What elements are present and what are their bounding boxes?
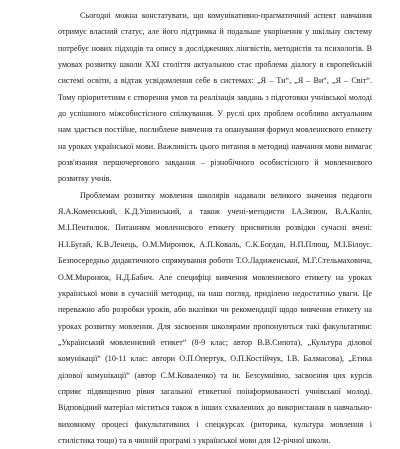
paragraph-intro: Сьогодні можна констатувати, що комунікативно-прагматичний аспект навчання отримує власний статус, але його підтримка й подальше укорінення у шкільну систему потребує нових підходів та опису в дослідженнях лінгвістів, методистів та психологів. В умовах розвитку школи XXI століття актуальною стає проблема діалогу в європейській системі освіти, а відтак усвідомлення себе в системах: „Я – Ти“, „Я – Ви“, „Я – Світ“. Тому пріоритетним є створення умов та реалізація завдань з підготовки учнівської молоді до успішного міжсобистісного спілкування. У руслі цих проблем особливо актуальним нам здається постійне, поглиблене вивчення та опанування формул мовленнєвого етикету на уроках української мови. Важливість цього питання в методиці навчання мови вимагає розв'язання першочергового завдання – різнобічного особистісного й мовленнєвого розвитку учнів. — [58, 11, 372, 184]
paragraph-research: Проблемам розвитку мовлення школярів надавали великого значення педагоги Я.А.Коменський, К.Д.Ушинський, а також учені-методисти І.А.Зязюн, В.А.Калін, М.І.Пентилюк. Питанням мовленнєвого етикету присвятили розвідки сучасні вчені: Н.І.Бугай, К.В.Ленець, О.М.Миронюк, А.П.Коваль, С.К.Богдан, Н.П.Плющ, М.І.Білоус. Безпосередньо дидактичного спрямування роботи Т.О.Ладиженської, М.Г.Стельмаховича, О.М.Миронюк, Н.Д.Бабич. Але специфіці вивчення мовленнєвого етикету на уроках української мови в сучасній методиці, на наш погляд, приділено недостатньо уваги. Це переважно або розробки уроків, або вказівки чи рекомендації щодо вивчення етикету на уроках розвитку мовлення. Для засвоєння школярами пропонуються такі факультативи: „Український мовленнєвий етикет“ (8-9 клас; автор В.В.Сипота), „Культура ділової комунікації“ (10-11 клас: автори О.П.Опертук, О.П.Костійчук, І.В. Балмасова), „Етика ділової комунікації“ (автор С.М.Коваленко) та ін. Безсумнівно, засвоєння цих курсів сприяє підвищенню рівня загальної етикетної поінформованості учнівської молоді. Відповідний матеріал міститься також в інших схваленних до використання в навчально-виховному процесі факультативних і спецкурсах (риторика, культура мовлення і стилістика тощо) та в чинній програмі з української мови для 12-річної школи. — [58, 190, 372, 445]
